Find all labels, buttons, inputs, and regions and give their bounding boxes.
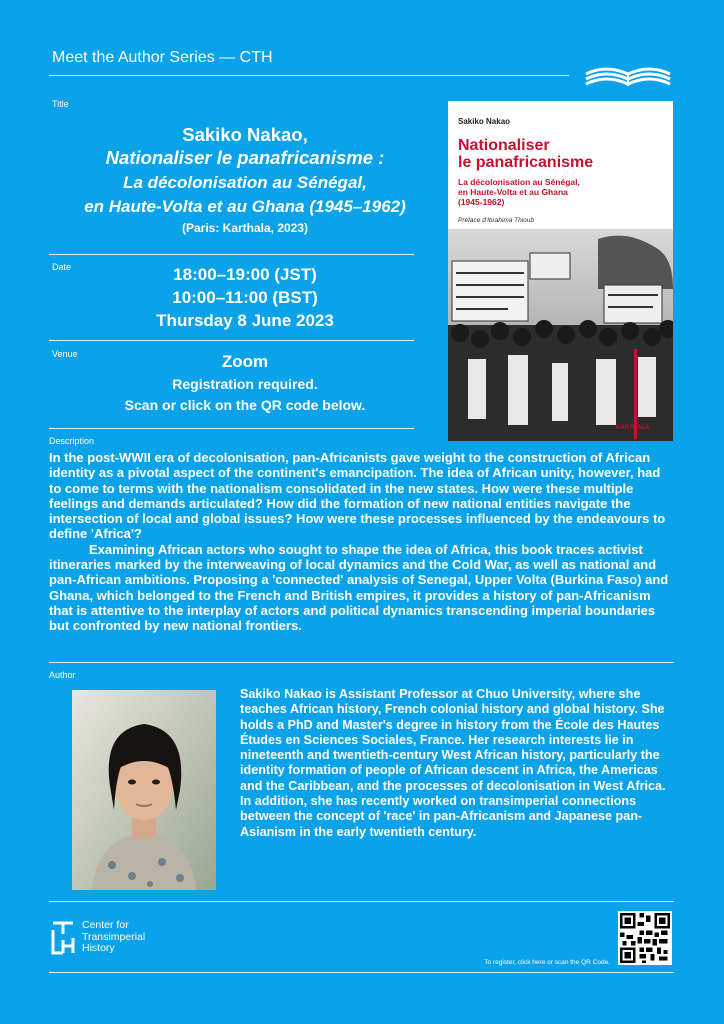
registration-qr-code[interactable] (618, 911, 672, 965)
cover-title-1: Nationaliser (458, 137, 550, 154)
qr-instruction: Scan or click on the QR code below. (124, 397, 366, 413)
cover-sub-1: La décolonisation au Sénégal, (458, 177, 580, 187)
cover-preface: Préface d'Ibrahima Thioub (458, 217, 535, 224)
cover-author: Sakiko Nakao (458, 117, 511, 126)
qr-code-icon (618, 911, 672, 965)
org-name-line-3: History (82, 942, 115, 954)
cth-logo-icon (50, 920, 76, 956)
venue-label: Venue (52, 349, 78, 359)
publisher-info: (Paris: Karthala, 2023) (181, 221, 309, 235)
cover-publisher: KARTHALA (616, 425, 650, 431)
author-label: Author (49, 670, 76, 680)
book-cover (448, 101, 673, 441)
time-jst: 18:00–19:00 (JST) (173, 265, 317, 284)
title-label: Title (52, 99, 69, 109)
description-divider (49, 662, 674, 663)
cover-sub-3: (1945-1962) (458, 197, 505, 207)
author-photo (72, 690, 216, 890)
book-title: Nationaliser le panafricanisme : (105, 147, 385, 168)
venue-divider (49, 428, 414, 429)
footer-divider (49, 901, 674, 902)
description-body (49, 450, 674, 634)
date-divider (49, 340, 414, 341)
series-title: Meet the Author Series — CTH (52, 49, 273, 66)
description-paragraph-2: Examining African actors who sought to shape the idea of Africa, this book traces activist itineraries marked by the interweaving of local dynamics and the Cold War, as well as national and pan-African ambitions. Proposing a 'connected' analysis of Senegal, Upper Volta (Burkina Faso) and Ghana, which belonged to the French and British empires, it provides a history of pan-Africanism that is attentive to the interplay of actors and political dynamics transcending imperial boundaries but confronted by new national frontiers. (49, 541, 669, 634)
cover-sub-2: en Haute-Volta et au Ghana (458, 187, 568, 197)
cover-title-2: le panafricanisme (458, 154, 594, 171)
date-label: Date (52, 262, 72, 272)
author-portrait (72, 690, 216, 890)
venue-name: Zoom (221, 352, 269, 371)
time-bst: 10:00–11:00 (BST) (172, 288, 318, 307)
description-paragraph-1: In the post-WWII era of decolonisation, pan-Africanists gave weight to the construction of African identity as a pivotal aspect of the continent's emancipation. The idea of African unity, however, had to come to terms with the nationalism consolidated in the new states. How were these multiple feelings and demands articulated? How did the formation of new national entities navigate the intersection of local and global issues? How were these processes influenced by the endeavours to define 'Africa'? (49, 450, 666, 542)
registration-note: Registration required. (172, 376, 318, 392)
org-name-line-1: Center for (82, 919, 129, 931)
event-day: Thursday 8 June 2023 (156, 311, 334, 330)
author-bio: Sakiko Nakao is Assistant Professor at Chuo University, where she teaches African history, French colonial history and global history. She holds a PhD and Master's degree in history from the École des Hautes Études en Sciences Sociales, France. Her research interests lie in nineteenth and twentieth-century West African history, particularly the identity formation of people of African descent in Africa, the Americas and the Caribbean, and the processes of decolonisation in West Africa. In addition, she has recently worked on transimperial connections between the concept of 'race' in pan-Africanism and Japanese pan-Asianism in the early twentieth century. (240, 687, 666, 839)
crowd-photo (448, 229, 673, 441)
org-name-line-2: Transimperial (82, 930, 146, 943)
title-divider (49, 254, 414, 255)
bottom-divider (49, 972, 674, 973)
header-divider (49, 75, 569, 76)
author-name: Sakiko Nakao, (182, 124, 308, 145)
book-subtitle-1: La décolonisation au Sénégal, (123, 173, 367, 192)
register-link[interactable]: To register, click here or scan the QR Code. (484, 959, 610, 966)
description-label: Description (49, 436, 95, 446)
org-name (82, 920, 145, 955)
book-subtitle-2: en Haute-Volta et au Ghana (1945–1962) (84, 197, 406, 216)
open-book-icon (582, 60, 674, 88)
